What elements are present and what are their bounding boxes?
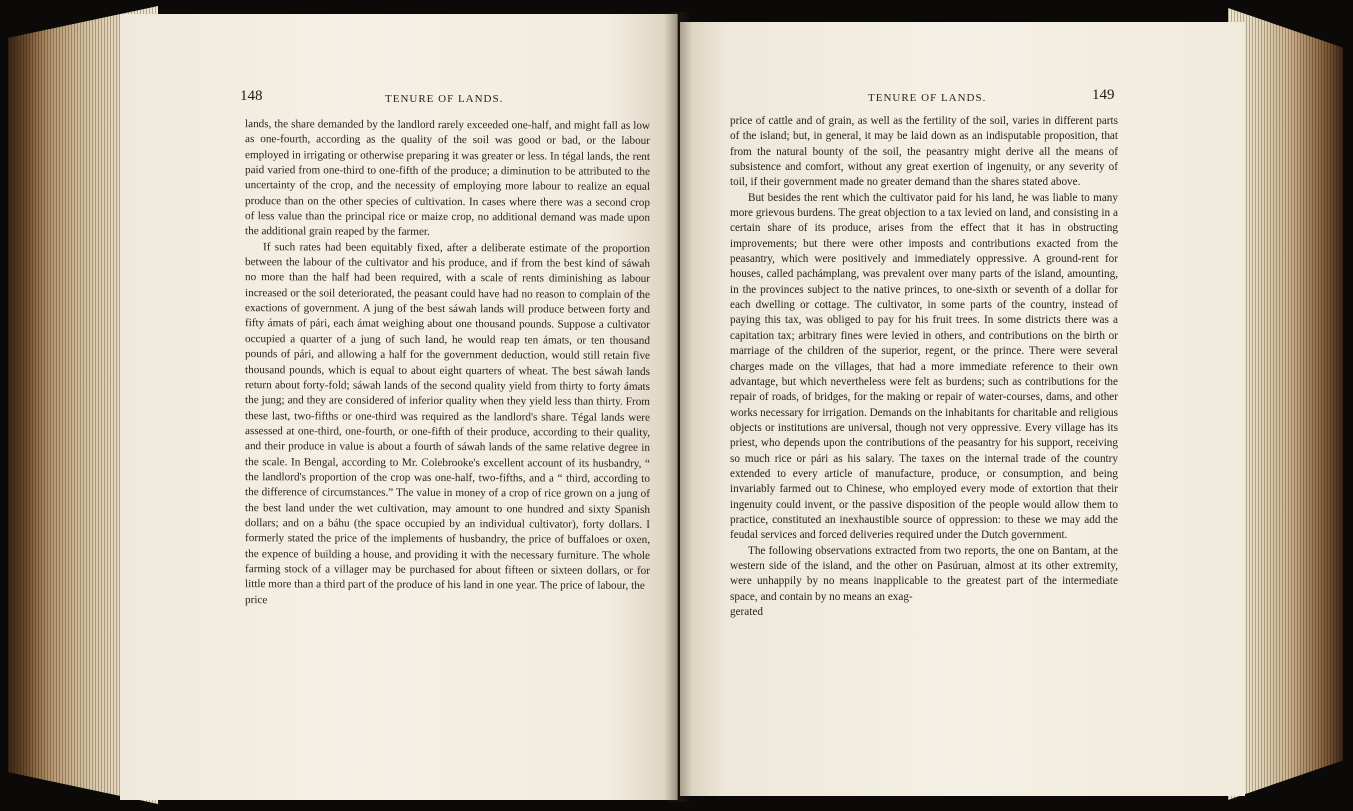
right-catchword: gerated: [730, 606, 763, 618]
left-paragraph-1: lands, the share demanded by the landlord rarely exceeded one-half, and might fall as low as one-fourth, according as the quality of the soil was good or bad, or the labour employed in irrigating or otherwise preparing it was greater or less. In tégal lands, the rent paid varied from one-third to one-fifth of the produce; a diminution to be attributed to the uncertainty of the crop, and the necessity of employing more labour to realize an equal produce than on the other species of cultivation. In cases where there was a second crop of less value than the principal rice or maize crop, no additional demand was made upon the additional grain reaped by the farmer.: [245, 118, 650, 239]
right-page-edges: [1228, 8, 1343, 800]
book-gutter: [664, 12, 692, 802]
right-paragraph-3: The following observations extracted from two reports, the one on Bantam, at the western side of the island, and the other on Pasúruan, almost at its other extremity, were unhappily by no means inapplicable to the greatest part of the intermediate space, and contain by no means an exag-: [730, 544, 1118, 603]
left-paragraph-2: If such rates had been equitably fixed, after a deliberate estimate of the proportion between the labour of the cultivator and his produce, and if from the best kind of sáwah no more than the half had been required, with a scale of rents diminishing as labour increased or the soil deteriorated, the peasant could have had no reason to complain of the exactions of government. A jung of the best sáwah lands will produce between forty and fifty ámats of pári, each ámat weighing about one thousand pounds. Suppose a cultivator occupied a quarter of a jung of such land, he would reap ten ámats, or ten thousand pounds of pári, and allowing a half for the government deduction, would still retain five thousand pounds, which is equal to about eight quarters of wheat. The best sáwah lands return about forty-fold; sáwah lands of the second quality yield from thirty to forty ámats the jung; and they are considered of inferior quality when they yield less than thirty. From these last, two-fifths or one-third was required as the landlord's share. Tégal lands were assessed at one-third, one-fourth, or one-fifth of their produce, according to their quality, and their produce in value is about a fourth of sáwah lands of the same relative degree in the scale. In Bengal, according to Mr. Colebrooke's excellent account of its husbandry, “ the landlord's proportion of the crop was one-half, two-fifths, and a “ third, according to the difference of circumstances.” The value in money of a crop of rice grown on a jung of the best land under the wet cultivation, may amount to one hundred and sixty Spanish dollars; and on a báhu (the space occupied by an individual cultivator), forty dollars. I formerly stated the price of the implements of husbandry, the price of buffaloes or oxen, the expence of building a house, and providing it with the necessary furniture. The whole farming stock of a villager may be purchased for about fifteen or sixteen dollars, or for little more than a third part of the produce of his land in one year. The price of labour, the: [245, 240, 650, 593]
right-page-number: 149: [1092, 87, 1115, 103]
right-paragraph-2: But besides the rent which the cultivator paid for his land, he was liable to many more grievous burdens. The great objection to a tax levied on land, and consisting in a certain share of its produce, arises from the effect that it has in obstructing improvements; but there were other imposts and contributions exacted from the peasantry, which were positively and immediately oppressive. A ground-rent for houses, called pachámplang, was prevalent over many parts of the island, amounting, in the provinces subject to the native princes, to one-sixth or seventh of a dollar for each dwelling or cottage. The cultivator, in some parts of the country, instead of paying this tax, was obliged to pay for his fruit trees. In some districts there was a capitation tax; arbitrary fines were levied in others, and contributions on the birth or marriage of the children of the superior, regent, or the prince. There were several charges made on the villages, that had a more immediate reference to their own advantage, but which nevertheless were felt as burdens; such as contributions for the repair of roads, of bridges, for the making or repair of water-courses, dams, and other works necessary for irrigation. Demands on the inhabitants for charitable and religious objects or institutions are universal, though not very oppressive. Every village has its priest, who depends upon the contributions of the peasantry for his support, receiving so much rice or pári as his salary. The taxes on the internal trade of the country extended to every article of manufacture, produce, or consumption, and being invariably farmed out to Chinese, who employed every mode of extortion that their ingenuity could invent, or the passive disposition of the people would allow them to practice, constituted an inexhaustible source of oppression: to these we may add the feudal services and forced deliveries required under the Dutch government.: [730, 191, 1118, 542]
left-page-body: [245, 117, 650, 610]
right-page-body: [730, 114, 1118, 620]
left-page-number: 148: [240, 88, 263, 104]
left-catchword: price: [245, 593, 268, 606]
right-running-head: TENURE OF LANDS.: [868, 92, 987, 104]
left-running-head: TENURE OF LANDS.: [385, 93, 504, 105]
right-paragraph-1: price of cattle and of grain, as well as the fertility of the soil, varies in different parts of the island; but, in general, it may be laid down as an indisputable proposition, that from the natural bounty of the soil, the peasantry might derive all the means of subsistence and comfort, without any great exertion of ingenuity, or any severity of toil, if their government made no greater demand than the shares stated above.: [730, 115, 1118, 189]
